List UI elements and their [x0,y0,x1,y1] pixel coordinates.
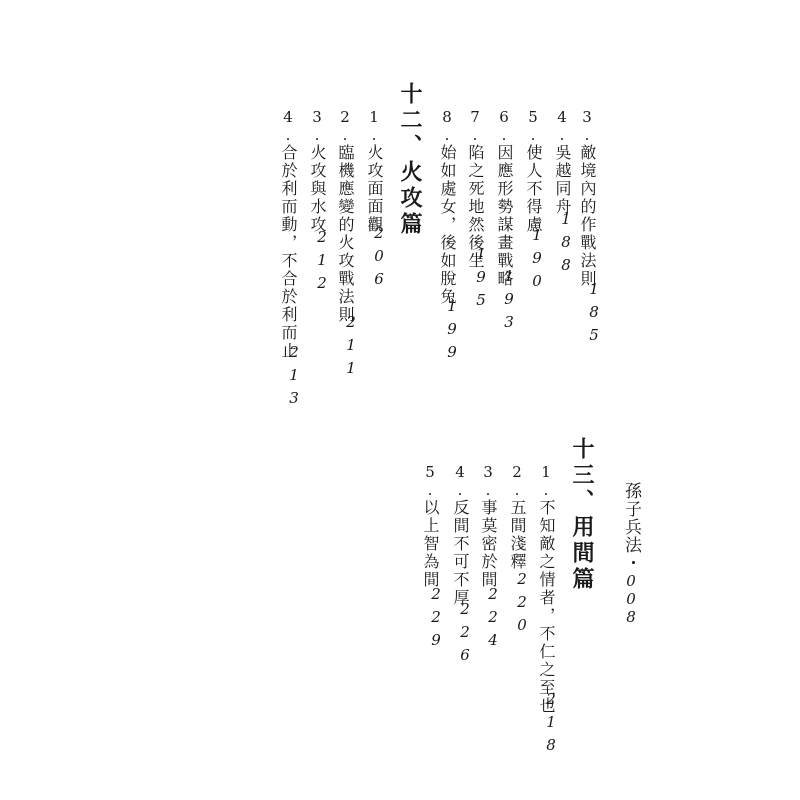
toc-entry-number: 3. [578,108,596,144]
toc-entry-title: 合於利而動，不合於利而止 [279,144,298,360]
toc-entry-page: 185 [585,280,603,349]
toc-entry-title: 臨機應變的火攻戰法則 [336,144,355,324]
toc-entry-number: 4. [451,463,469,499]
toc-entry [309,108,325,234]
toc-entry-number: 3. [308,108,326,144]
toc-entry-page: 199 [443,297,461,366]
toc-entry-page: 195 [472,245,490,314]
toc-entry-page: 213 [285,343,303,412]
toc-entry [452,463,468,607]
toc-entry [337,108,353,324]
toc-entry-title: 使人不得慮 [524,144,543,234]
toc-entry [280,108,296,360]
toc-entry-number: 2. [508,463,526,499]
toc-entry-number: 4. [279,108,297,144]
toc-entry [538,463,554,715]
toc-entry [509,463,525,571]
toc-entry-title: 五間淺釋 [508,499,527,571]
toc-entry-number: 4. [553,108,571,144]
toc-entry-page: 220 [513,570,531,639]
toc-entry [525,108,541,234]
toc-entry-title: 反間不可不厚 [451,499,470,607]
toc-entry-title: 不知敵之情者，不仁之至也 [537,499,556,715]
toc-entry [579,108,595,288]
toc-entry [439,108,455,306]
toc-entry-number: 5. [524,108,542,144]
toc-entry [554,108,570,216]
toc-entry-number: 3. [479,463,497,499]
toc-entry-page: 188 [557,210,575,279]
running-header-dot: ・ [621,554,641,572]
running-header-title: 孫子兵法 [621,482,641,554]
toc-entry-title: 敵境內的作戰法則 [578,144,597,288]
toc-entry-page: 193 [500,267,518,336]
toc-entry-title: 始如處女，後如脫兔 [438,144,457,306]
toc-entry [496,108,512,288]
toc-entry-page: 229 [427,585,445,654]
toc-entry [422,463,438,589]
toc-entry-title: 事莫密於間 [479,499,498,589]
toc-entry-title: 吳越同舟 [553,144,572,216]
toc-entry-page: 218 [542,690,560,759]
toc-entry-page: 226 [456,600,474,669]
toc-entry-page: 190 [528,226,546,295]
toc-entry [366,108,382,234]
chapter-heading: 十三、用間篇 [569,437,595,593]
chapter-heading: 十二、火攻篇 [397,82,423,238]
toc-entry-number: 1. [537,463,555,499]
toc-entry-number: 6. [495,108,513,144]
toc-entry [480,463,496,589]
toc-entry-page: 206 [370,224,388,293]
toc-entry-title: 火攻與水攻 [308,144,327,234]
toc-entry-number: 8. [438,108,456,144]
toc-entry-title: 陷之死地然後生 [466,144,485,270]
toc-entry-page: 211 [342,313,360,382]
toc-entry-number: 2. [336,108,354,144]
running-header-page-number: 008 [622,572,640,626]
toc-entry-number: 1. [365,108,383,144]
running-header [622,482,639,626]
toc-entry-number: 5. [421,463,439,499]
toc-entry-page: 224 [484,585,502,654]
toc-entry-page: 212 [313,228,331,297]
toc-entry-title: 火攻面面觀 [365,144,384,234]
toc-entry-title: 因應形勢謀畫戰略 [495,144,514,288]
toc-entry-number: 7. [466,108,484,144]
toc-entry-title: 以上智為間 [421,499,440,589]
